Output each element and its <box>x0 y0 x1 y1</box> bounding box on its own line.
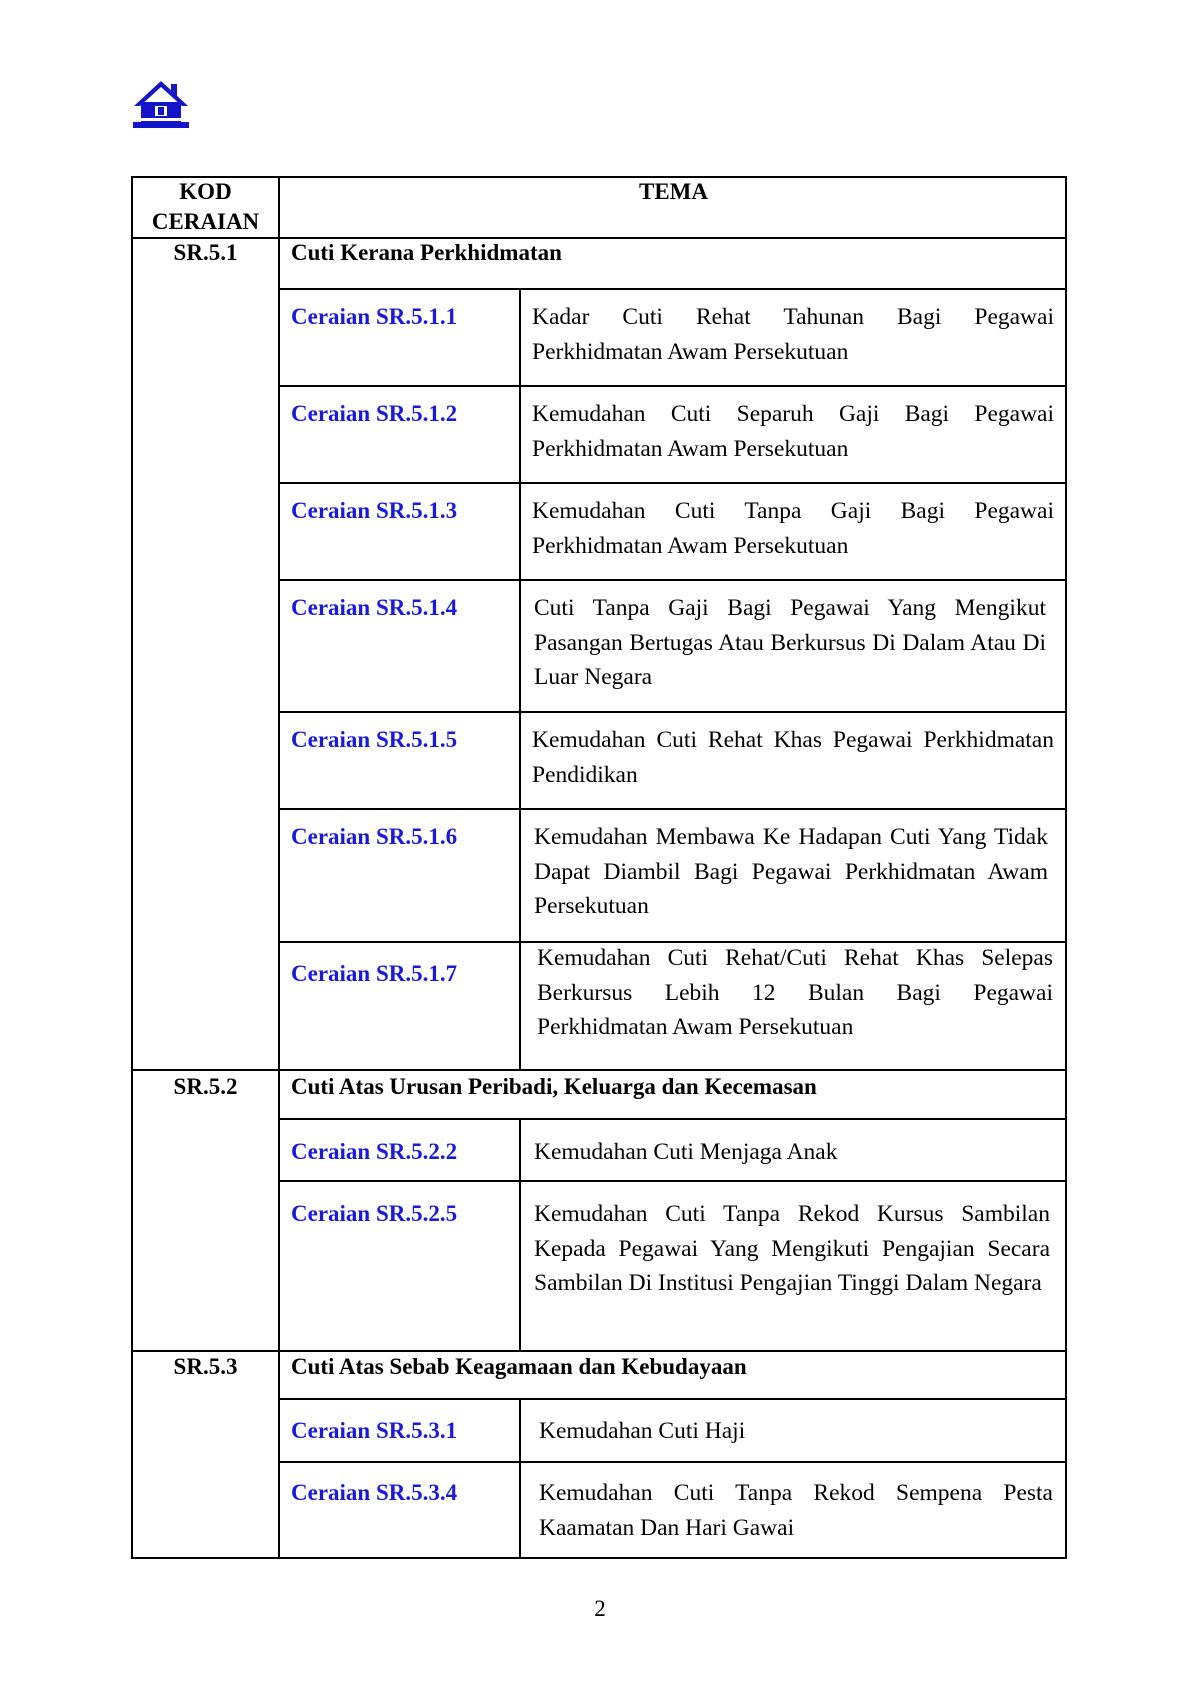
section-title: Cuti Kerana Perkhidmatan <box>291 240 562 265</box>
ceraian-link[interactable]: Ceraian SR.5.2.2 <box>291 1139 458 1164</box>
ceraian-link[interactable]: Ceraian SR.5.1.5 <box>291 727 458 752</box>
item-description: Kemudahan Cuti Tanpa Rekod Kursus Sambilan Kepada Pegawai Yang Mengikuti Pengajian Secara Sambilan Di Institusi Pengajian Tinggi Dalam Negara <box>534 1201 1050 1296</box>
section-title: Cuti Atas Sebab Keagamaan dan Kebudayaan <box>291 1354 747 1379</box>
item-description: Kemudahan Membawa Ke Hadapan Cuti Yang Tidak Dapat Diambil Bagi Pegawai Perkhidmatan Awam Persekutuan <box>534 824 1048 919</box>
column-header-tema: TEMA <box>639 179 708 204</box>
column-header-kod: KOD CERAIAN <box>151 179 260 234</box>
item-description: Kemudahan Cuti Tanpa Rekod Sempena Pesta Kaamatan Dan Hari Gawai <box>539 1480 1053 1541</box>
ceraian-link[interactable]: Ceraian SR.5.3.1 <box>291 1418 458 1443</box>
item-description: Kemudahan Cuti Tanpa Gaji Bagi Pegawai Perkhidmatan Awam Persekutuan <box>532 498 1054 559</box>
ceraian-link[interactable]: Ceraian SR.5.2.5 <box>291 1201 458 1226</box>
ceraian-link[interactable]: Ceraian SR.5.1.1 <box>291 304 458 329</box>
house-logo-icon <box>131 76 191 132</box>
ceraian-link[interactable]: Ceraian SR.5.1.4 <box>291 595 458 620</box>
item-description: Kemudahan Cuti Separuh Gaji Bagi Pegawai Perkhidmatan Awam Persekutuan <box>532 401 1054 462</box>
ceraian-link[interactable]: Ceraian SR.5.1.3 <box>291 498 458 523</box>
item-description: Kadar Cuti Rehat Tahunan Bagi Pegawai Perkhidmatan Awam Persekutuan <box>532 304 1054 365</box>
item-description: Kemudahan Cuti Haji <box>539 1418 746 1444</box>
item-description: Kemudahan Cuti Rehat Khas Pegawai Perkhidmatan Pendidikan <box>532 727 1054 788</box>
ceraian-link[interactable]: Ceraian SR.5.1.7 <box>291 961 458 986</box>
item-description: Kemudahan Cuti Rehat/Cuti Rehat Khas Selepas Berkursus Lebih 12 Bulan Bagi Pegawai Perkhidmatan Awam Persekutuan <box>537 945 1053 1040</box>
section-code: SR.5.3 <box>173 1354 238 1379</box>
section-title: Cuti Atas Urusan Peribadi, Keluarga dan Kecemasan <box>291 1074 817 1099</box>
ceraian-link[interactable]: Ceraian SR.5.3.4 <box>291 1480 458 1505</box>
section-code: SR.5.2 <box>173 1074 238 1099</box>
ceraian-link[interactable]: Ceraian SR.5.1.2 <box>291 401 458 426</box>
section-code: SR.5.1 <box>173 240 238 265</box>
ceraian-link[interactable]: Ceraian SR.5.1.6 <box>291 824 458 849</box>
item-description: Kemudahan Cuti Menjaga Anak <box>534 1139 838 1165</box>
item-description: Cuti Tanpa Gaji Bagi Pegawai Yang Mengikut Pasangan Bertugas Atau Berkursus Di Dalam Atau Di Luar Negara <box>534 595 1046 690</box>
page-number: 2 <box>594 1596 606 1621</box>
